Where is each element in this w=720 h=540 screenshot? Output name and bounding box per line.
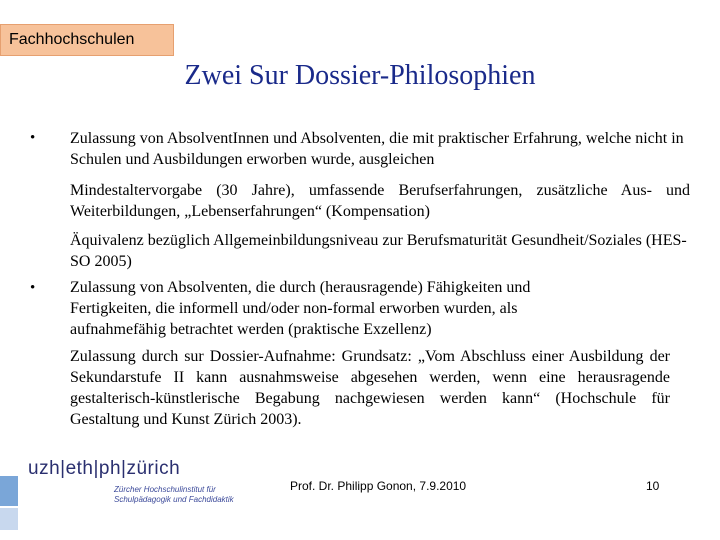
paragraph-2: Mindestaltervorgabe (30 Jahre), umfassende Berufserfahrungen, zusätzliche Aus- und Weiterbildungen, „Lebenserfahrungen“ (Kompensation) (70, 182, 690, 220)
decorative-bar (0, 508, 18, 530)
bullet-marker: • (30, 130, 36, 146)
decorative-bar (0, 476, 18, 506)
logo-subtitle: Zürcher Hochschulinstitut für (114, 485, 216, 494)
paragraph-5: Zulassung durch sur Dossier-Aufnahme: Grundsatz: „Vom Abschluss einer Ausbildung der Sekundarstufe II kann ausnahmsweise abgesehen werden, wenn eine herausragende gestalterisch-künstlerische Begabung nachgewiesen werden kann“ (Hochschule für Gestaltung und Kunst Zürich 2003). (70, 348, 670, 428)
footer-author: Prof. Dr. Philipp Gonon, 7.9.2010 (290, 479, 467, 493)
bullet-marker: • (30, 280, 36, 296)
paragraph-1: Zulassung von AbsolventInnen und Absolventen, die mit praktischer Erfahrung, welche nicht in Schulen und Ausbildungen erworben wurde, ausgleichen (70, 130, 684, 168)
slide-title: Zwei Sur Dossier-Philosophien (184, 60, 536, 91)
logo-subtitle: Schulpädagogik und Fachdidaktik (114, 495, 234, 504)
logo-wordmark: uzh|eth|ph|zürich (28, 458, 181, 479)
page-number: 10 (646, 479, 660, 493)
paragraph-3: Äquivalenz bezüglich Allgemeinbildungsniveau zur Berufsmaturität Gesundheit/Soziales (HES-SO 2005) (70, 232, 687, 270)
institution-logo (22, 458, 242, 510)
section-tag: Fachhochschulen (0, 24, 174, 56)
paragraph-4: Zulassung von Absolventen, die durch (herausragende) Fähigkeiten und Fertigkeiten, die informell und/oder non-formal erworben wurden, als aufnahmefähig betrachtet werden (praktische Exzellenz) (70, 279, 531, 338)
